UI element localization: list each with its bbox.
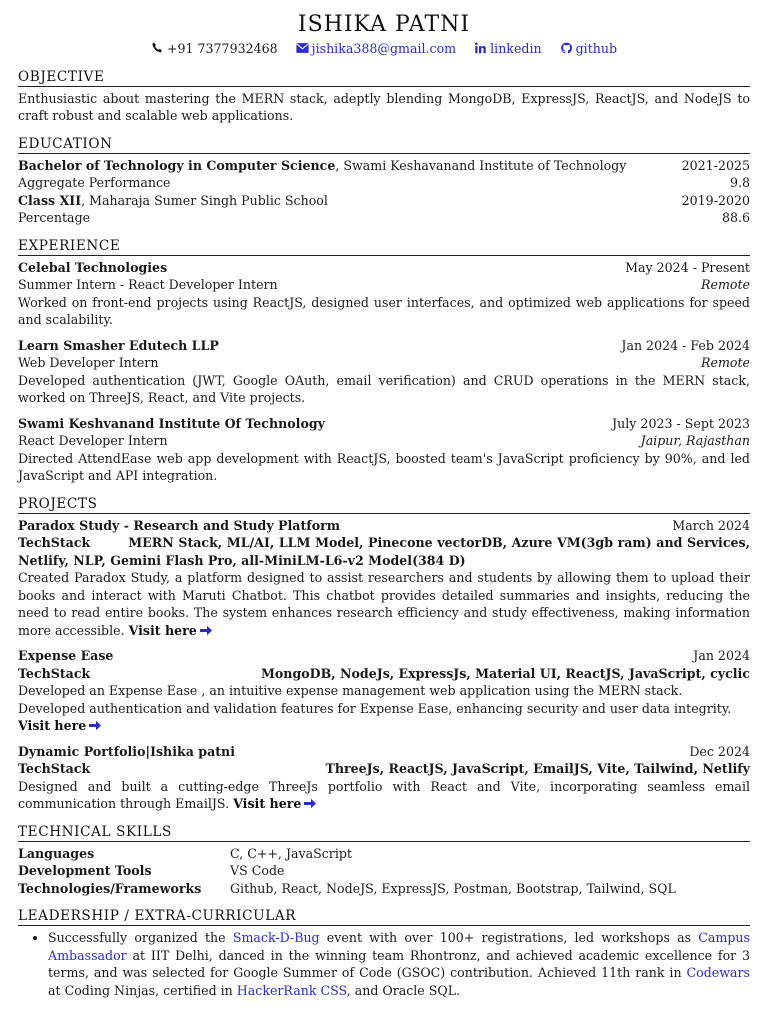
project-date: Dec 2024: [689, 743, 750, 759]
project-entry: [18, 647, 750, 735]
job-role: React Developer Intern: [18, 433, 168, 448]
github-label: github: [575, 41, 618, 56]
project-description: [18, 569, 750, 639]
job-role: Web Developer Intern: [18, 355, 159, 370]
project-entry: [18, 517, 750, 640]
education-heading: EDUCATION: [18, 136, 750, 154]
leadership-list: [18, 929, 750, 999]
score-value: 88.6: [721, 210, 750, 225]
project-date: Jan 2024: [693, 648, 750, 663]
visit-label: Visit here: [128, 622, 197, 638]
skills-heading: TECHNICAL SKILLS: [18, 824, 750, 842]
codewars-link[interactable]: Codewars: [686, 965, 750, 980]
leadership-text: event with over 100+ registrations, led workshops as: [319, 930, 699, 945]
leadership-text: Successfully organized the: [48, 930, 233, 945]
job-location: Remote: [701, 355, 750, 370]
skill-values: C, C++, JavaScript: [230, 845, 352, 861]
experience-dates: May 2024 - Present: [625, 259, 750, 275]
email-link[interactable]: [296, 40, 456, 58]
smack-d-bug-link[interactable]: Smack-D-Bug: [232, 930, 320, 945]
project-description-text: Designed and built a cutting-edge ThreeJs portfolio with React and Vite, incorporating seamless email communication through EmailJS.: [18, 778, 750, 811]
leadership-text: at IIT Delhi, danced in the winning team Rhontronz, and achieved academic excellence for 3 terms, and was selected for Google Summer of Code (GSOC) contribution. Achieved 11th rank in: [48, 947, 750, 980]
techstack-label: TechStack: [18, 665, 91, 681]
job-location: Jaipur, Rajasthan: [640, 433, 750, 448]
techstack-label: TechStack: [18, 535, 91, 550]
hackerrank-css-link[interactable]: HackerRank CSS: [236, 982, 347, 998]
leadership-text: , and Oracle SQL.: [346, 982, 461, 998]
phone-contact[interactable]: [151, 40, 278, 58]
arrow-right-icon: [200, 625, 212, 636]
project-techstack: [18, 665, 750, 683]
techstack-value: ThreeJs, ReactJS, JavaScript, EmailJS, Vite, Tailwind, Netlify: [325, 761, 750, 776]
score-label: Aggregate Performance: [18, 175, 171, 190]
project-name: Expense Ease: [18, 648, 114, 663]
skill-values: VS Code: [230, 863, 285, 878]
score-value: 9.8: [729, 175, 750, 190]
leadership-item: [48, 929, 750, 999]
leadership-heading: LEADERSHIP / EXTRA-CURRICULAR: [18, 908, 750, 926]
project-techstack: [18, 760, 750, 778]
linkedin-label: linkedin: [490, 41, 542, 56]
experience-entry: [18, 415, 750, 485]
education-dates: 2019-2020: [681, 192, 750, 208]
arrow-right-icon: [304, 798, 316, 809]
job-location: Remote: [701, 277, 750, 292]
visit-link[interactable]: [18, 718, 101, 733]
experience-dates: July 2023 - Sept 2023: [612, 415, 750, 431]
objective-heading: OBJECTIVE: [18, 69, 750, 87]
degree-title: Bachelor of Technology in Computer Science: [18, 157, 336, 173]
skill-category: Technologies/Frameworks: [18, 880, 202, 896]
techstack-label: TechStack: [18, 761, 91, 776]
project-description-2: Developed authentication and validation features for Expense Ease, enhancing security and user data integrity.: [18, 700, 732, 716]
techstack-value: MongoDB, NodeJs, ExpressJs, Material UI, ReactJS, JavaScript, cyclic: [260, 665, 750, 681]
education-entry: [18, 192, 750, 227]
project-date: March 2024: [672, 517, 750, 533]
phone-number: +91 7377932468: [166, 41, 278, 56]
experience-dates: Jan 2024 - Feb 2024: [621, 337, 750, 353]
project-entry: [18, 743, 750, 813]
visit-label: Visit here: [18, 718, 87, 733]
score-label: Percentage: [18, 210, 91, 225]
envelope-icon: [296, 42, 309, 54]
arrow-right-icon: [89, 720, 101, 731]
project-description-text: Created Paradox Study, a platform designed to assist researchers and students by allowing them to upload their books and interact with Maruti Chatbot. This chatbot provides detailed summaries and insights, reducing the need to read entire books. The system enhances research efficiency and study effectiveness, making information more accessible.: [18, 570, 750, 638]
skill-values: Github, React, NodeJS, ExpressJS, Postman, Bootstrap, Tailwind, SQL: [230, 880, 676, 896]
school-name: , Swami Keshavanand Institute of Technology: [335, 157, 627, 173]
visit-link[interactable]: [233, 796, 316, 811]
leadership-text: at Coding Ninjas, certified in: [48, 982, 237, 998]
github-icon: [560, 42, 573, 54]
campus-ambassador-link[interactable]: Campus Ambassador: [48, 930, 751, 963]
job-description: Developed authentication (JWT, Google OAuth, email verification) and CRUD operations in the MERN stack, worked on ThreeJS, React, and Vite projects.: [18, 372, 750, 405]
company-name: Learn Smasher Edutech LLP: [18, 337, 219, 353]
visit-link[interactable]: [129, 623, 212, 638]
project-description: Developed an Expense Ease , an intuitive expense management web application using the MERN stack.: [18, 683, 683, 698]
contact-bar: [18, 40, 750, 58]
objective-text: Enthusiastic about mastering the MERN stack, adeptly blending MongoDB, ExpressJS, ReactJS, and NodeJS to craft robust and scalable web applications.: [18, 90, 750, 123]
company-name: Swami Keshvanand Institute Of Technology: [18, 415, 325, 431]
phone-icon: [151, 42, 164, 54]
experience-entry: [18, 259, 750, 329]
project-techstack: [18, 534, 750, 569]
candidate-name: ISHIKA PATNI: [297, 12, 471, 37]
skill-category: Languages: [18, 845, 95, 861]
project-description: [18, 778, 750, 813]
project-name: Dynamic Portfolio|Ishika patni: [18, 743, 235, 759]
skill-category: Development Tools: [18, 863, 152, 878]
visit-label: Visit here: [233, 796, 302, 811]
job-description: Worked on front-end projects using ReactJS, designed user interfaces, and optimized web applications for speed and scalability.: [18, 294, 750, 327]
projects-heading: PROJECTS: [18, 496, 750, 514]
skills-table: [18, 845, 750, 898]
email-address: jishika388@gmail.com: [311, 41, 457, 56]
experience-entry: [18, 337, 750, 407]
job-role: Summer Intern - React Developer Intern: [18, 277, 278, 292]
linkedin-link[interactable]: [474, 40, 541, 58]
job-description: Directed AttendEase web app development with ReactJS, boosted team's JavaScript proficiency by 90%, and led JavaScript and API integration.: [18, 450, 750, 483]
school-name: , Maharaja Sumer Singh Public School: [81, 192, 328, 208]
experience-heading: EXPERIENCE: [18, 238, 750, 256]
github-link[interactable]: [560, 40, 617, 58]
project-name: Paradox Study - Research and Study Platform: [18, 517, 341, 533]
education-dates: 2021-2025: [681, 157, 750, 173]
company-name: Celebal Technologies: [18, 259, 168, 275]
degree-title: Class XII: [18, 192, 82, 208]
education-entry: [18, 157, 750, 192]
techstack-value: MERN Stack, ML/AI, LLM Model, Pinecone vectorDB, Azure VM(3gb ram) and Services, Netlify, NLP, Gemini Flash Pro, all-MiniLM-L6-v2 Model(384 D): [18, 535, 750, 568]
linkedin-icon: [474, 42, 487, 54]
